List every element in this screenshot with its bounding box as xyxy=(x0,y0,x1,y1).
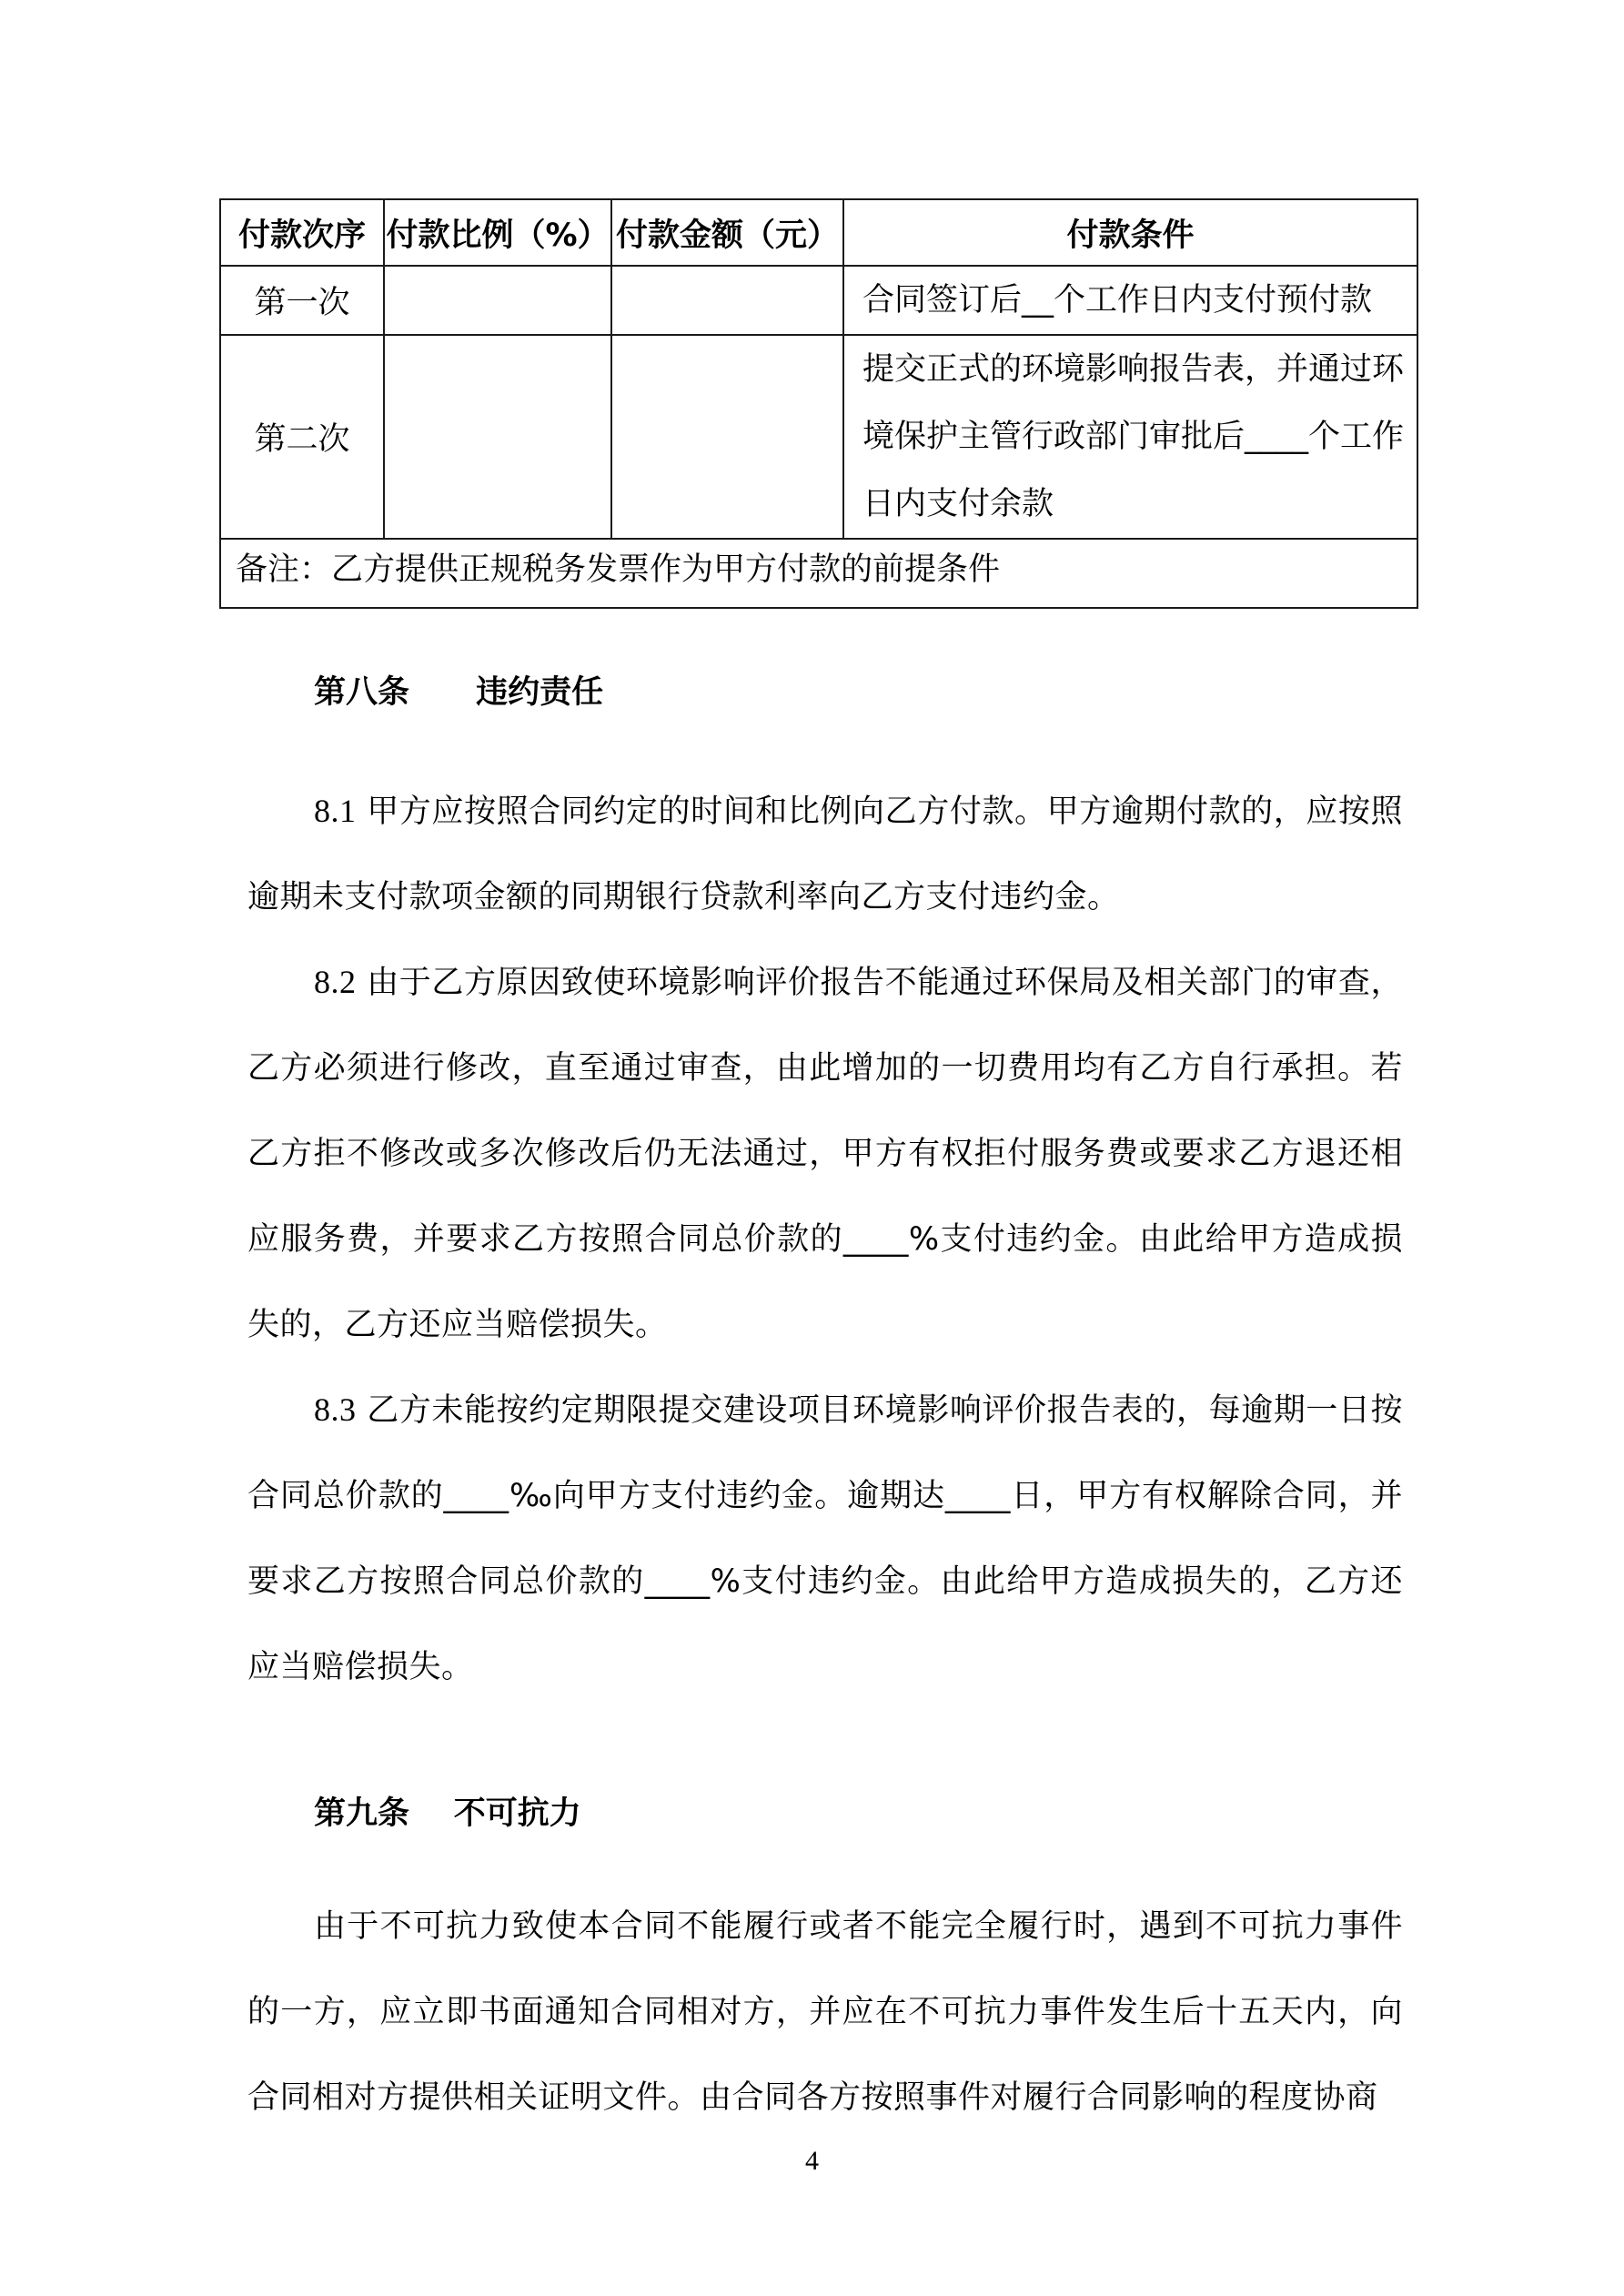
cell-amount xyxy=(611,266,843,335)
header-payment-ratio: 付款比例（%） xyxy=(384,199,611,266)
article-8-title: 违约责任 xyxy=(476,674,604,711)
cell-order: 第二次 xyxy=(220,335,384,539)
page-number: 4 xyxy=(805,2146,819,2176)
clause-text: 甲方应按照合同约定的时间和比例向乙方付款。甲方逾期付款的，应按照逾期未支付款项金额的同期银行贷款利率向乙方支付违约金。 xyxy=(247,794,1403,915)
cell-condition: 提交正式的环境影响报告表，并通过环境保护主管行政部门审批后____个工作日内支付余款 xyxy=(843,335,1417,539)
article-8-number: 第八条 xyxy=(314,674,410,711)
article-9-number: 第九条 xyxy=(314,1795,410,1832)
cell-ratio xyxy=(384,266,611,335)
clause-text: 乙方未能按约定期限提交建设项目环境影响评价报告表的，每逾期一日按合同总价款的____‰向甲方支付违约金。逾期达____日，甲方有权解除合同，并要求乙方按照合同总价款的____%支付违约金。由此给甲方造成损失的，乙方还应当赔偿损失。 xyxy=(247,1392,1403,1685)
clause-8-1 xyxy=(247,768,1403,940)
article-8-heading xyxy=(314,667,603,713)
article-9-title: 不可抗力 xyxy=(453,1795,581,1832)
article-9-heading xyxy=(314,1788,581,1834)
clause-text: 由于乙方原因致使环境影响评价报告不能通过环保局及相关部门的审查，乙方必须进行修改，直至通过审查，由此增加的一切费用均有乙方自行承担。若乙方拒不修改或多次修改后仍无法通过，甲方有权拒付服务费或要求乙方退还相应服务费，并要求乙方按照合同总价款的____%支付违约金。由此给甲方造成损失的，乙方还应当赔偿损失。 xyxy=(247,965,1403,1343)
cell-condition: 合同签订后__个工作日内支付预付款 xyxy=(843,266,1417,335)
clause-number: 8.2 xyxy=(314,964,357,1000)
payment-schedule-table xyxy=(219,198,1418,609)
header-payment-condition: 付款条件 xyxy=(843,199,1417,266)
table-note-row xyxy=(220,539,1417,608)
table-row xyxy=(220,335,1417,539)
clause-number: 8.1 xyxy=(314,793,357,829)
table-note: 备注：乙方提供正规税务发票作为甲方付款的前提条件 xyxy=(220,539,1417,608)
table-header-row xyxy=(220,199,1417,266)
cell-amount xyxy=(611,335,843,539)
table-row xyxy=(220,266,1417,335)
clause-number: 8.3 xyxy=(314,1391,357,1428)
header-payment-order: 付款次序 xyxy=(220,199,384,266)
clause-8-3 xyxy=(247,1367,1403,1710)
article-9-paragraph: 由于不可抗力致使本合同不能履行或者不能完全履行时，遇到不可抗力事件的一方，应立即书面通知合同相对方，并应在不可抗力事件发生后十五天内，向合同相对方提供相关证明文件。由合同各方按照事件对履行合同影响的程度协商 xyxy=(247,1908,1403,2116)
clause-8-2 xyxy=(247,939,1403,1368)
cell-order: 第一次 xyxy=(220,266,384,335)
header-payment-amount: 付款金额（元） xyxy=(611,199,843,266)
cell-ratio xyxy=(384,335,611,539)
